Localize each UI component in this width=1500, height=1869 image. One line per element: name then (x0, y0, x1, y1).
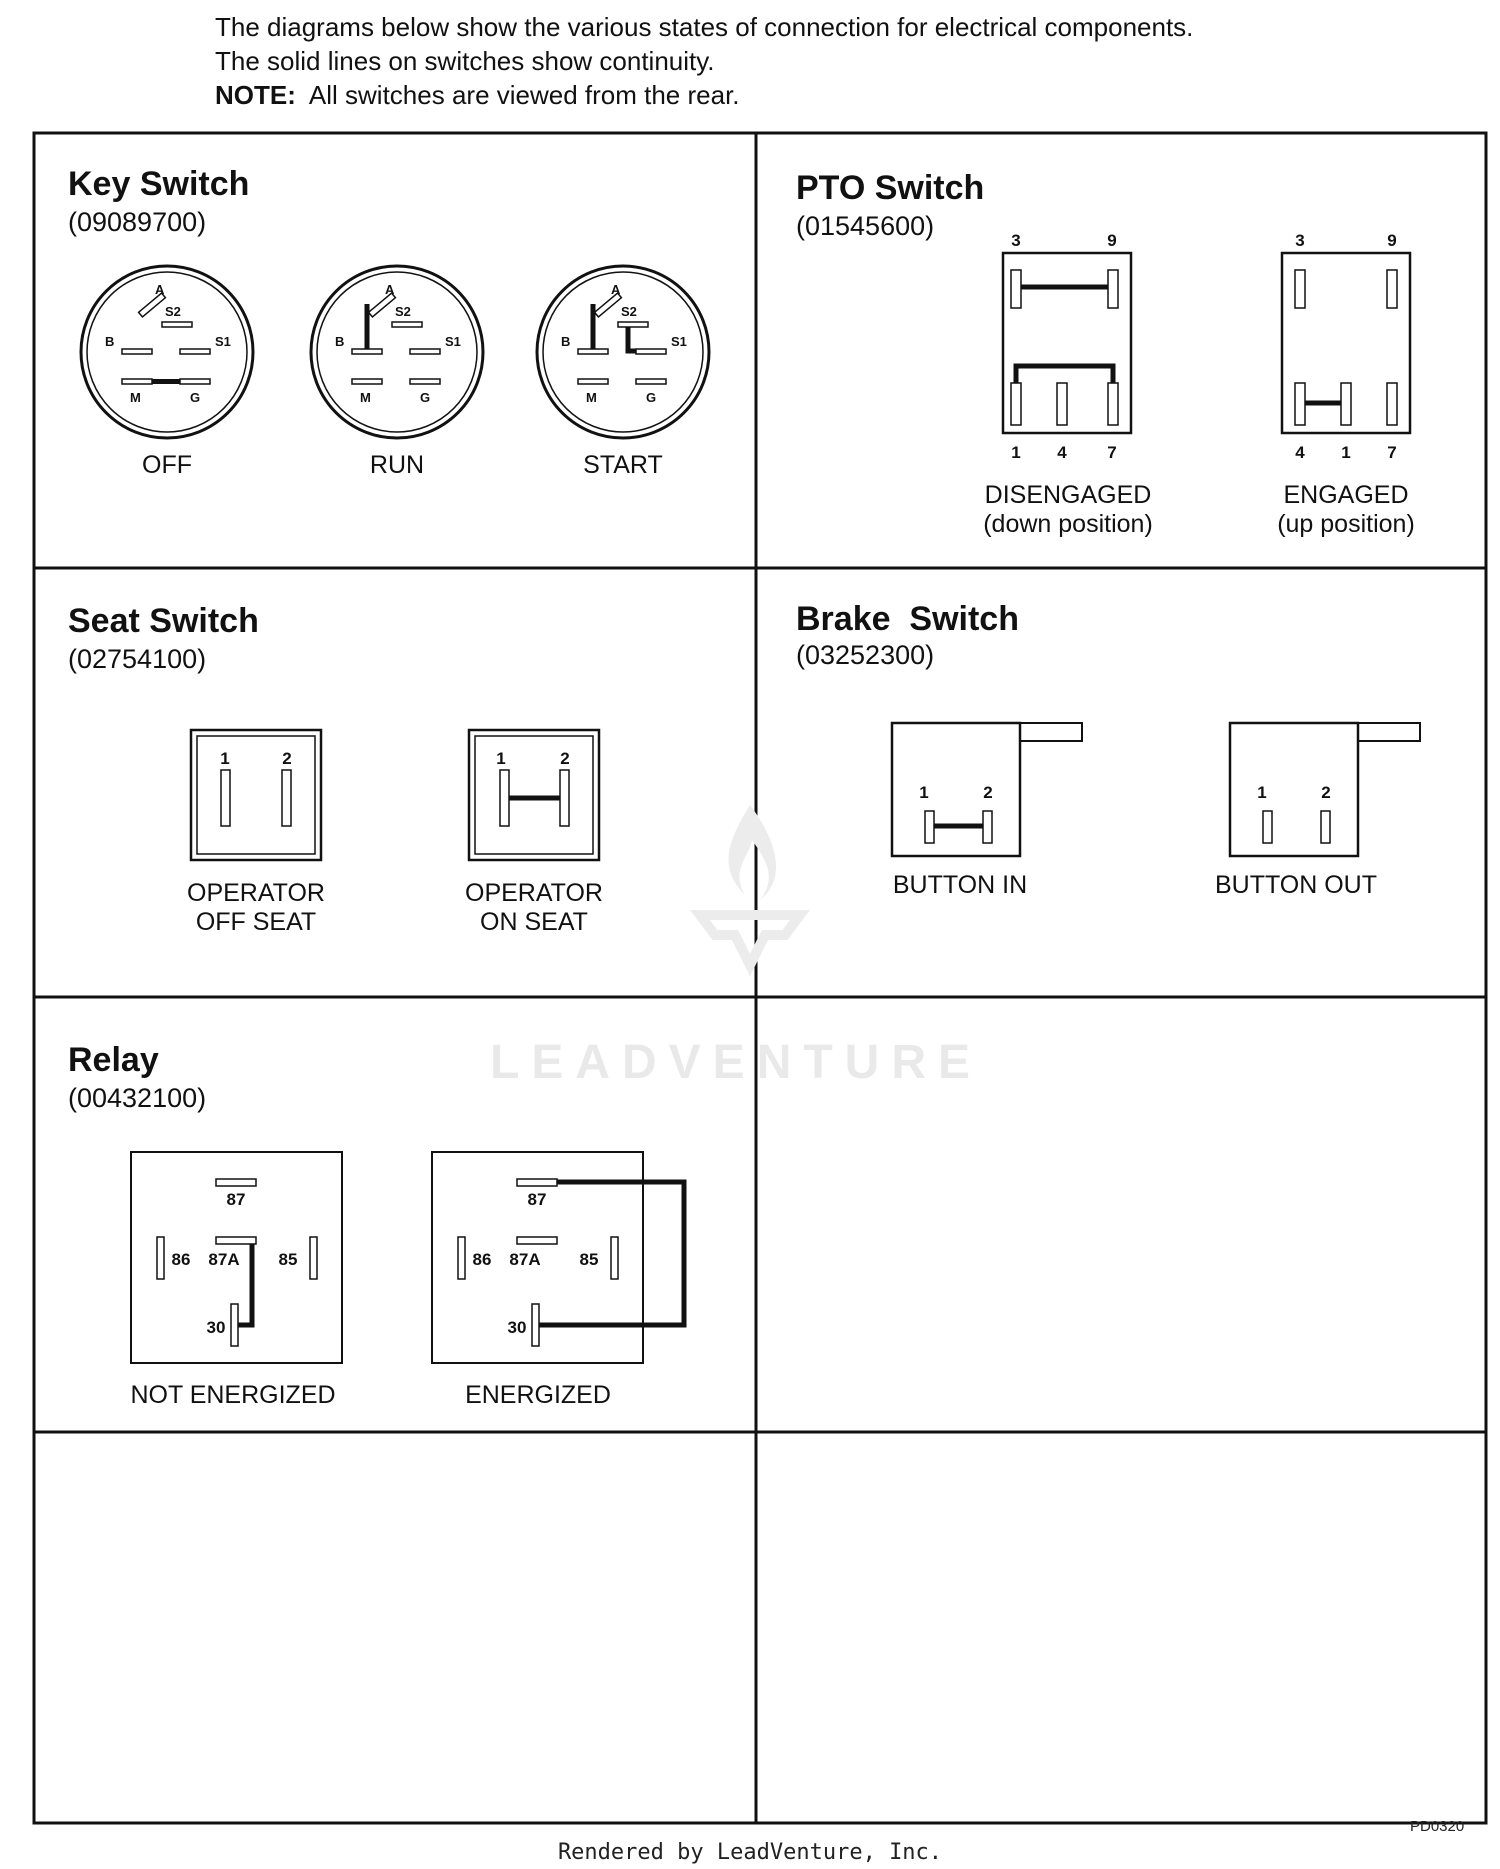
pin-2: 2 (1321, 783, 1331, 802)
pin-1: 1 (496, 749, 506, 768)
pto-engaged-label: ENGAGED (1283, 481, 1409, 509)
pto-disengaged-diagram (1003, 231, 1131, 462)
relay-diagrams (36, 999, 754, 1430)
pto-engaged-diagram (1282, 231, 1410, 462)
pin-m: M (360, 390, 371, 405)
pin-3: 3 (1295, 231, 1305, 250)
pin-4: 4 (1295, 443, 1305, 462)
pin-1: 1 (1011, 443, 1021, 462)
pin-g: G (420, 390, 431, 405)
pin-s2: S2 (165, 304, 181, 319)
pin-b: B (561, 334, 571, 349)
relay-energized-label: ENERGIZED (465, 1381, 611, 1409)
brake-switch-diagrams (758, 570, 1484, 995)
key-switch-title: Key Switch (68, 165, 250, 203)
pin-4: 4 (1057, 443, 1067, 462)
pin-2: 2 (560, 749, 570, 768)
pin-g: G (190, 390, 201, 405)
pin-2: 2 (983, 783, 993, 802)
seat-off-diagram (191, 730, 321, 860)
pin-87a: 87A (208, 1250, 240, 1269)
relay-panel (36, 999, 754, 1430)
pin-1: 1 (220, 749, 230, 768)
pto-engaged-sublabel: (up position) (1277, 510, 1415, 538)
pin-1: 1 (919, 783, 929, 802)
key-switch-start-label: START (583, 451, 663, 479)
pin-3: 3 (1011, 231, 1021, 250)
pto-switch-part-number: (01545600) (796, 211, 935, 241)
pto-switch-diagrams (758, 135, 1484, 566)
pin-9: 9 (1107, 231, 1117, 250)
seat-on-label-line2: ON SEAT (480, 908, 588, 936)
pin-86: 86 (171, 1250, 191, 1269)
key-switch-diagrams (36, 135, 754, 566)
key-switch-start-diagram (537, 266, 709, 438)
brake-switch-part-number: (03252300) (796, 640, 935, 670)
pin-b: B (105, 334, 115, 349)
key-switch-off-diagram (81, 266, 253, 438)
pin-a: A (155, 282, 165, 297)
relay-not-energized-label: NOT ENERGIZED (130, 1381, 336, 1409)
pin-s1: S1 (445, 334, 461, 349)
key-switch-part-number: (09089700) (68, 207, 207, 237)
pin-9: 9 (1387, 231, 1397, 250)
pin-a: A (385, 282, 395, 297)
key-switch-off-label: OFF (142, 451, 192, 479)
relay-energized-diagram (432, 1152, 684, 1363)
brake-switch-title: Brake Switch (796, 600, 1019, 638)
pin-b: B (335, 334, 345, 349)
pin-7: 7 (1387, 443, 1397, 462)
pin-a: A (611, 282, 621, 297)
seat-off-label-line2: OFF SEAT (195, 908, 317, 936)
seat-switch-diagrams (36, 570, 754, 995)
pin-s1: S1 (671, 334, 687, 349)
diagram-code: PD0320 (1410, 1818, 1465, 1835)
pin-30: 30 (507, 1318, 527, 1337)
seat-on-label-line1: OPERATOR (465, 879, 603, 907)
seat-switch-title: Seat Switch (68, 602, 259, 640)
pin-s2: S2 (621, 304, 637, 319)
relay-title: Relay (68, 1041, 159, 1079)
note-text: All switches are viewed from the rear. (308, 80, 740, 110)
brake-button-out-label: BUTTON OUT (1214, 871, 1378, 899)
pto-disengaged-sublabel: (down position) (983, 510, 1153, 538)
brake-button-out-diagram (1230, 723, 1420, 856)
relay-part-number: (00432100) (68, 1083, 207, 1113)
pin-1: 1 (1257, 783, 1267, 802)
pin-87: 87 (527, 1190, 547, 1209)
pto-switch-title: PTO Switch (796, 169, 985, 207)
seat-on-diagram (469, 730, 599, 860)
key-switch-run-label: RUN (369, 451, 425, 479)
pin-s2: S2 (395, 304, 411, 319)
pin-85: 85 (278, 1250, 298, 1269)
note-label: NOTE: (215, 80, 296, 110)
seat-off-label-line1: OPERATOR (187, 879, 325, 907)
seat-switch-part-number: (02754100) (68, 644, 207, 674)
pin-87: 87 (226, 1190, 246, 1209)
pto-disengaged-label: DISENGAGED (984, 481, 1152, 509)
pin-1: 1 (1341, 443, 1351, 462)
intro-line-2: The solid lines on switches show continuity. (215, 46, 715, 76)
pin-87a: 87A (509, 1250, 541, 1269)
intro-line-1: The diagrams below show the various states of connection for electrical components. (215, 12, 1194, 42)
pin-s1: S1 (215, 334, 231, 349)
pin-30: 30 (206, 1318, 226, 1337)
pin-g: G (646, 390, 657, 405)
pin-86: 86 (472, 1250, 492, 1269)
relay-not-energized-diagram (131, 1152, 342, 1363)
pin-m: M (586, 390, 597, 405)
watermark-text: LEADVENTURE (490, 1036, 983, 1089)
brake-switch-panel (758, 570, 1484, 995)
brake-button-in-label: BUTTON IN (892, 871, 1028, 899)
seat-switch-panel (36, 570, 754, 995)
key-switch-run-diagram (311, 266, 483, 438)
pin-2: 2 (282, 749, 292, 768)
pin-7: 7 (1107, 443, 1117, 462)
key-switch-panel (36, 135, 754, 566)
pin-85: 85 (579, 1250, 599, 1269)
pin-m: M (130, 390, 141, 405)
pto-switch-panel (758, 135, 1484, 566)
footer-credit: Rendered by LeadVenture, Inc. (557, 1840, 943, 1865)
brake-button-in-diagram (892, 723, 1082, 856)
